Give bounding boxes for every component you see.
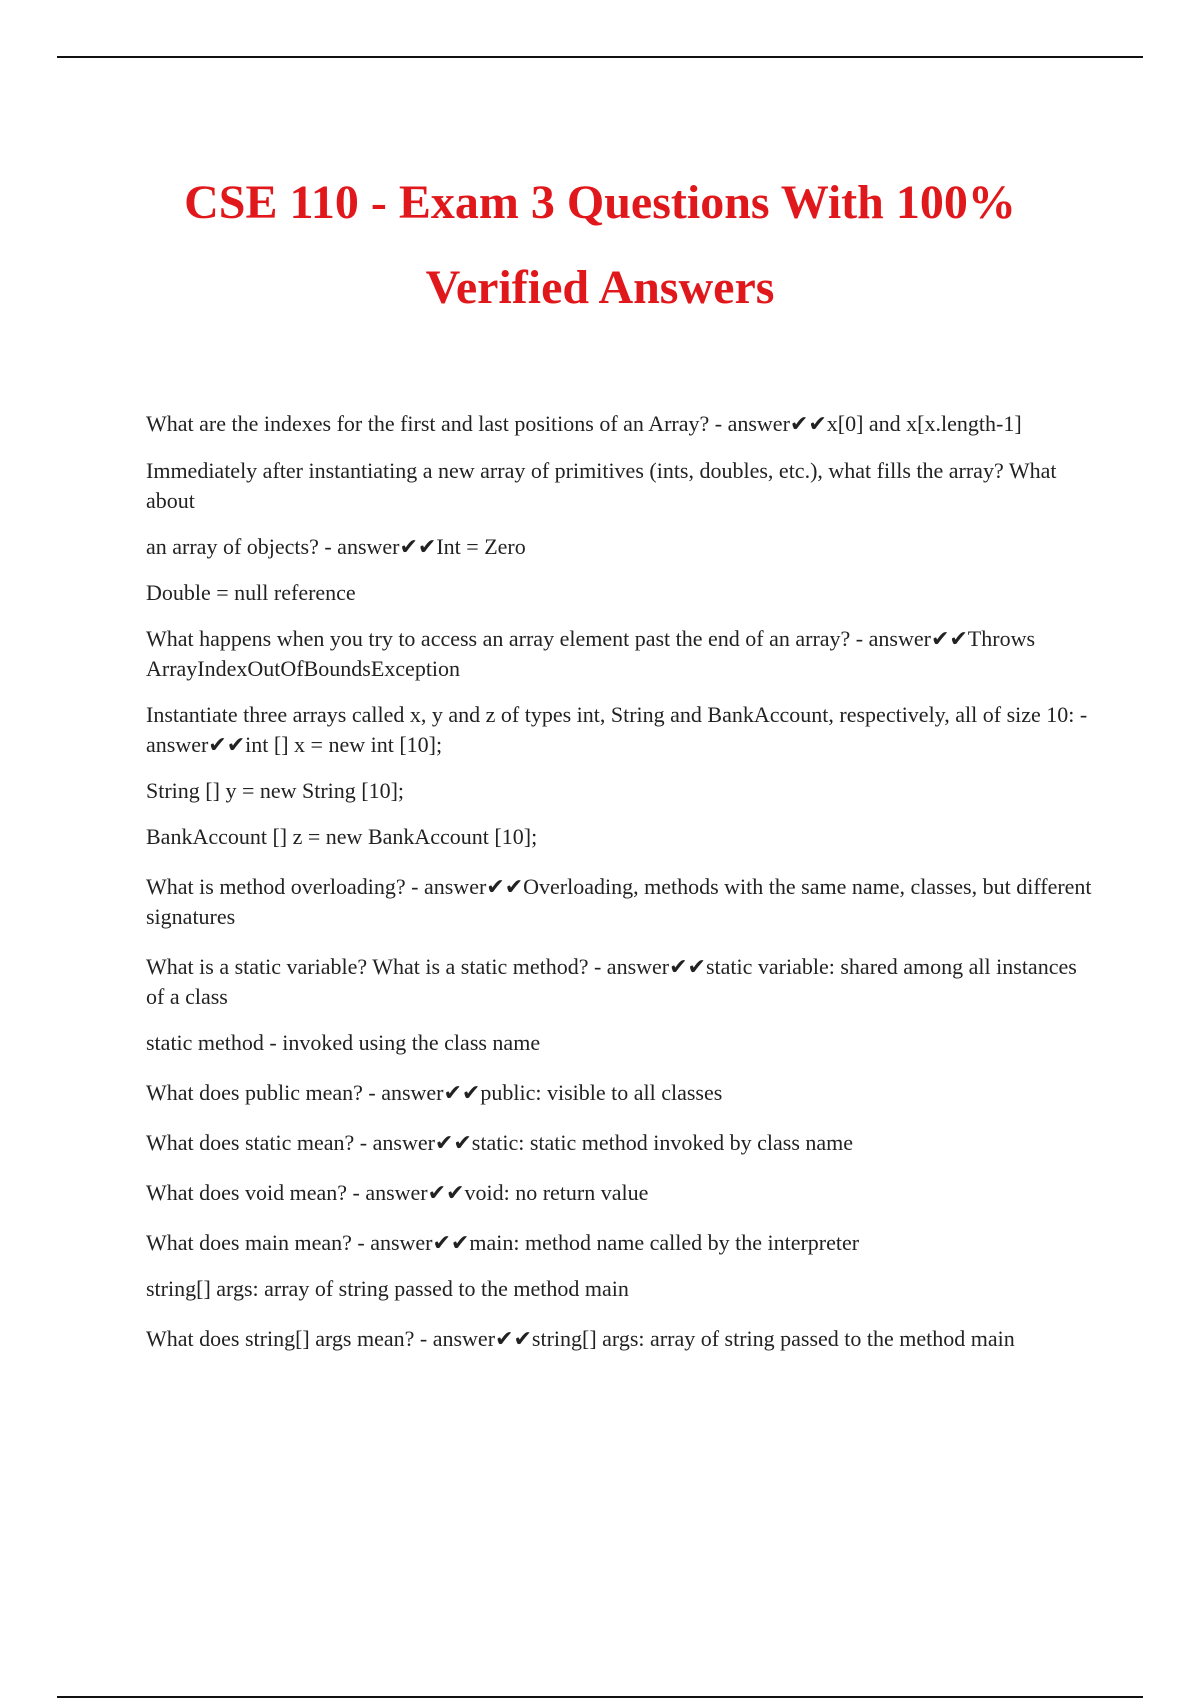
paragraph: What are the indexes for the first and last positions of an Array? - answer✔✔x[0] and x[x.length-1] [146, 411, 1022, 436]
paragraph: What does public mean? - answer✔✔public: visible to all classes [146, 1080, 723, 1105]
paragraph: an array of objects? - answer✔✔Int = Zero [146, 534, 526, 559]
paragraph: What is a static variable? What is a static method? - answer✔✔static variable: shared among all instances of a class [146, 954, 1077, 1009]
document-body [146, 409, 1092, 1354]
paragraph: What happens when you try to access an array element past the end of an array? - answer✔✔Throws ArrayIndexOutOfBoundsException [146, 626, 1036, 681]
paragraph: Immediately after instantiating a new array of primitives (ints, doubles, etc.), what fills the array? What about [146, 458, 1057, 513]
paragraph: String [] y = new String [10]; [146, 778, 405, 803]
paragraph: BankAccount [] z = new BankAccount [10]; [146, 824, 538, 849]
paragraph: Double = null reference [146, 580, 356, 605]
paragraph: static method - invoked using the class name [146, 1030, 541, 1055]
paragraph: Instantiate three arrays called x, y and z of types int, String and BankAccount, respectively, all of size 10: - answer✔✔int [] x = new int [10]; [146, 702, 1088, 757]
paragraph: What does main mean? - answer✔✔main: method name called by the interpreter [146, 1230, 860, 1255]
bottom-rule [57, 1696, 1143, 1698]
top-rule [57, 56, 1143, 58]
paragraph: string[] args: array of string passed to the method main [146, 1276, 629, 1301]
paragraph: What does string[] args mean? - answer✔✔string[] args: array of string passed to the method main [146, 1326, 1015, 1351]
document-title: CSE 110 - Exam 3 Questions With 100% Verified Answers [184, 176, 1016, 314]
paragraph: What does static mean? - answer✔✔static: static method invoked by class name [146, 1130, 854, 1155]
paragraph: What does void mean? - answer✔✔void: no return value [146, 1180, 649, 1205]
paragraph: What is method overloading? - answer✔✔Overloading, methods with the same name, classes, but different signatures [146, 874, 1092, 929]
